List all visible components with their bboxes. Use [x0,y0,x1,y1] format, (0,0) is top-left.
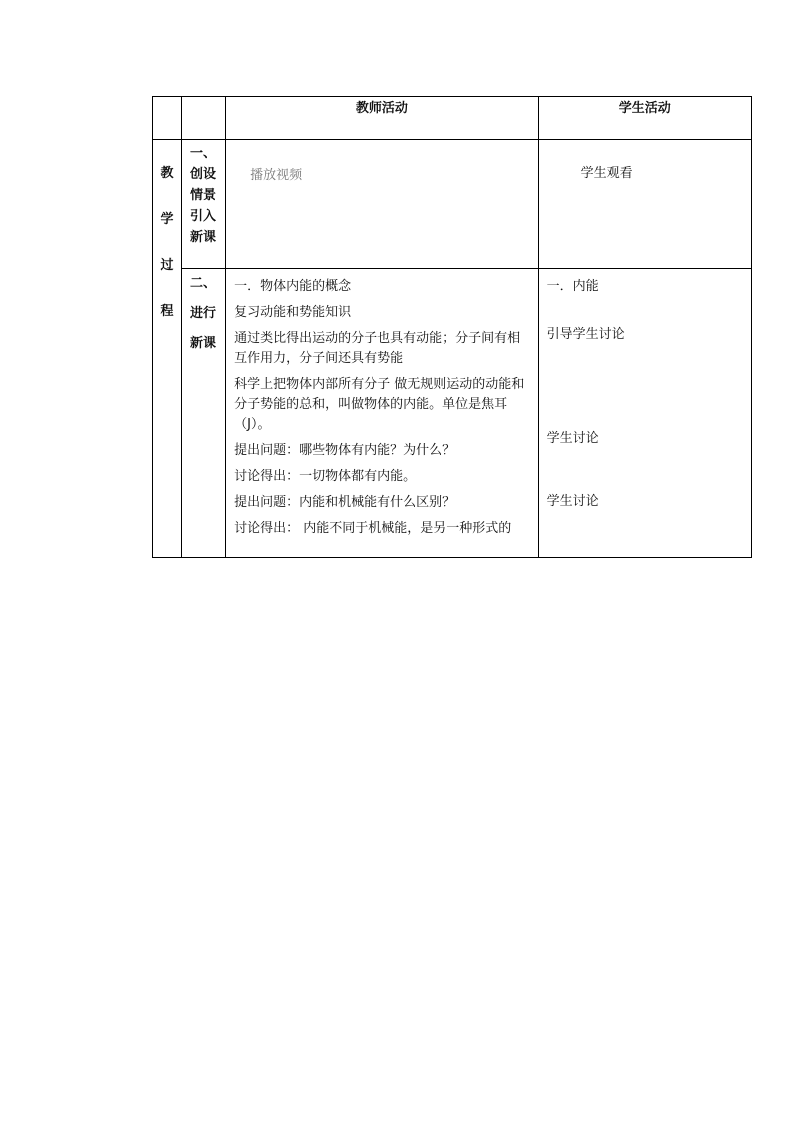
stage-1-row [153,140,752,269]
student-note-3: 学生讨论 [546,431,599,446]
stage-1-label [182,140,226,269]
teaching-process-label [153,140,182,558]
teacher-paragraph-1: 一．物体内能的概念 [234,279,352,294]
stage-2-line-2: 进行 [190,306,217,321]
side-char-4: 程 [160,304,174,319]
header-empty-cell-1 [153,97,182,140]
side-char-3: 过 [160,258,174,273]
teacher-paragraph-4: 科学上把物体内部所有分子 做无规则运动的动能和分子势能的总和，叫做物体的内能。单位是焦耳（J）。 [234,377,525,432]
teacher-paragraph-8: 讨论得出： 内能不同于机械能，是另一种形式的 [234,521,512,536]
header-row [153,97,752,140]
lesson-plan-table [152,96,752,558]
stage-2-line-3: 新课 [190,336,217,351]
stage-2-label [182,269,226,558]
stage-1-line-5: 新课 [190,230,217,245]
side-char-2: 学 [160,212,174,227]
stage-1-line-1: 一、 [190,146,217,161]
student-note-1: 一．内能 [546,279,599,294]
student-note-4: 学生讨论 [546,494,599,509]
stage-2-teacher-activity [226,269,539,558]
side-char-1: 教 [160,166,174,181]
student-note-2: 引导学生讨论 [546,327,625,342]
stage-2-line-1: 二、 [190,276,217,291]
stage-2-student-activity [538,269,751,558]
stage-1-line-4: 引入 [190,209,217,224]
stage-2-row [153,269,752,558]
teacher-paragraph-2: 复习动能和势能知识 [234,305,352,320]
stage-1-line-3: 情景 [190,188,217,203]
teacher-paragraph-5: 提出问题：哪些物体有内能？为什么？ [234,443,456,458]
teacher-paragraph-7: 提出问题：内能和机械能有什么区别？ [234,495,456,510]
stage-1-teacher-activity: 播放视频 [226,140,539,269]
header-empty-cell-2 [182,97,226,140]
stage-1-student-activity: 学生观看 [538,140,751,269]
teacher-activity-header: 教师活动 [226,97,539,140]
stage-1-line-2: 创设 [190,167,217,182]
teacher-paragraph-6: 讨论得出：一切物体都有内能。 [234,469,417,484]
teacher-paragraph-3: 通过类比得出运动的分子也具有动能；分子间有相互作用力，分子间还具有势能 [234,331,521,366]
student-activity-header: 学生活动 [538,97,751,140]
